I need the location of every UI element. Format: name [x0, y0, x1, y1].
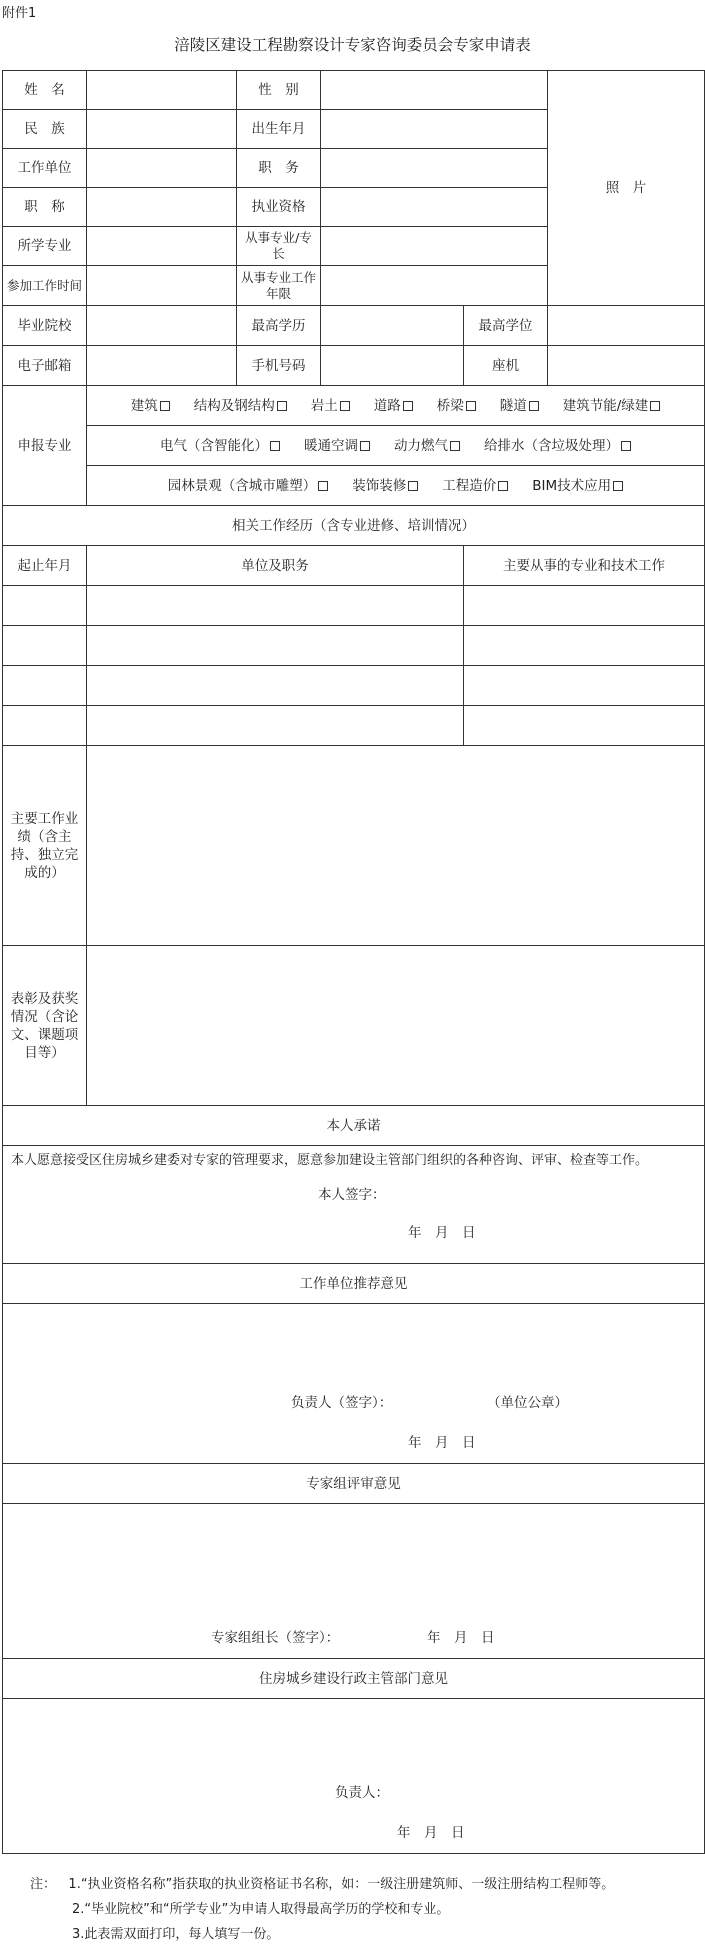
specialty-option[interactable]	[168, 477, 329, 495]
specialty-option[interactable]	[311, 397, 350, 415]
expert-signature-label: 专家组组长（签字）：	[211, 1630, 340, 1646]
experience-heading: 相关工作经历（含专业进修、培训情况）	[3, 506, 705, 546]
checkbox-icon[interactable]	[160, 401, 170, 411]
experience-row	[3, 666, 705, 706]
degree-input[interactable]	[548, 306, 705, 346]
employer-signature-label: 负责人（签字）：	[291, 1395, 393, 1411]
specialty-option[interactable]	[160, 437, 280, 455]
promise-cell	[3, 1146, 705, 1264]
achievements-input[interactable]	[87, 746, 705, 946]
col-period: 起止年月	[3, 546, 87, 586]
unit-input[interactable]	[87, 706, 464, 746]
label-landline: 座机	[464, 346, 548, 386]
expert-opinion-heading: 专家组评审意见	[3, 1464, 705, 1504]
employer-opinion-cell[interactable]	[3, 1304, 705, 1464]
specialty-line-2	[87, 426, 705, 466]
authority-opinion-heading: 住房城乡建设行政主管部门意见	[3, 1659, 705, 1699]
promise-heading: 本人承诺	[3, 1106, 705, 1146]
specialty-line-3	[87, 466, 705, 506]
label-degree: 最高学位	[464, 306, 548, 346]
note-line-1	[30, 1872, 614, 1897]
work-input[interactable]	[464, 586, 705, 626]
expert-opinion-date: 年 月 日	[427, 1630, 495, 1646]
current-major-input[interactable]	[321, 227, 548, 266]
promise-text: 本人愿意接受区住房城乡建委对专家的管理要求，愿意参加建设主管部门组织的各种咨询、评审、检查等工作。	[11, 1153, 649, 1168]
label-specialty: 申报专业	[3, 386, 87, 506]
notes-prefix: 注：	[30, 1877, 57, 1892]
ethnicity-input[interactable]	[87, 110, 237, 149]
notes	[30, 1872, 614, 1947]
label-email: 电子邮箱	[3, 346, 87, 386]
unit-input[interactable]	[87, 626, 464, 666]
specialty-option-label: 电气（含智能化）	[160, 437, 268, 454]
specialty-options	[90, 397, 701, 415]
checkbox-icon[interactable]	[340, 401, 350, 411]
checkbox-icon[interactable]	[621, 441, 631, 451]
label-employer: 工作单位	[3, 149, 87, 188]
label-photo: 照 片	[605, 180, 647, 196]
specialty-option[interactable]	[374, 397, 413, 415]
expert-opinion-cell[interactable]	[3, 1504, 705, 1659]
checkbox-icon[interactable]	[270, 441, 280, 451]
label-name: 姓 名	[3, 71, 87, 110]
experience-row	[3, 586, 705, 626]
employer-opinion-date: 年 月 日	[408, 1435, 476, 1451]
birth-input[interactable]	[321, 110, 548, 149]
specialty-option[interactable]	[563, 397, 661, 415]
col-work: 主要从事的专业和技术工作	[464, 546, 705, 586]
education-input[interactable]	[321, 306, 464, 346]
authority-opinion-sign-area	[3, 1699, 704, 1852]
period-input[interactable]	[3, 586, 87, 626]
col-unit: 单位及职务	[87, 546, 464, 586]
checkbox-icon[interactable]	[466, 401, 476, 411]
major-input[interactable]	[87, 227, 237, 266]
label-current-major: 从事专业/专长	[237, 227, 321, 266]
label-position: 职 务	[237, 149, 321, 188]
specialty-option[interactable]	[532, 477, 623, 495]
specialty-option-label: 给排水（含垃圾处理）	[484, 437, 619, 454]
specialty-option[interactable]	[437, 397, 476, 415]
promise-sign-area	[3, 1176, 704, 1256]
application-form-table	[2, 70, 705, 1854]
qualification-input[interactable]	[321, 188, 548, 227]
specialty-option-label: 暖通空调	[304, 437, 358, 454]
mobile-input[interactable]	[321, 346, 464, 386]
specialty-option-label: 动力燃气	[394, 437, 448, 454]
specialty-option-label: 道路	[373, 397, 401, 414]
employer-opinion-heading: 工作单位推荐意见	[3, 1264, 705, 1304]
specialty-option[interactable]	[194, 397, 287, 415]
specialty-option[interactable]	[131, 397, 170, 415]
label-birth: 出生年月	[237, 110, 321, 149]
checkbox-icon[interactable]	[450, 441, 460, 451]
label-title-rank: 职 称	[3, 188, 87, 227]
label-education: 最高学历	[237, 306, 321, 346]
specialty-option-label: 隧道	[499, 397, 527, 414]
attachment-label: 附件1	[2, 6, 37, 21]
gender-input[interactable]	[321, 71, 548, 110]
label-work-start: 参加工作时间	[3, 266, 87, 306]
note-line-2	[30, 1897, 614, 1922]
authority-opinion-cell[interactable]	[3, 1699, 705, 1854]
label-awards: 表彰及获奖情况（含论文、课题项目等）	[3, 946, 87, 1106]
years-input[interactable]	[321, 266, 548, 306]
employer-seal-label: （单位公章）	[487, 1395, 568, 1411]
specialty-option-label: BIM技术应用	[532, 477, 612, 494]
label-ethnicity: 民 族	[3, 110, 87, 149]
specialty-option[interactable]	[304, 437, 370, 455]
label-school: 毕业院校	[3, 306, 87, 346]
period-input[interactable]	[3, 626, 87, 666]
title-rank-input[interactable]	[87, 188, 237, 227]
period-input[interactable]	[3, 666, 87, 706]
experience-row	[3, 626, 705, 666]
checkbox-icon[interactable]	[650, 401, 660, 411]
form-title: 涪陵区建设工程勘察设计专家咨询委员会专家申请表	[174, 36, 531, 54]
specialty-option[interactable]	[352, 477, 418, 495]
checkbox-icon[interactable]	[277, 401, 287, 411]
specialty-option-label: 结构及钢结构	[193, 397, 275, 414]
period-input[interactable]	[3, 706, 87, 746]
label-mobile: 手机号码	[237, 346, 321, 386]
awards-input[interactable]	[87, 946, 705, 1106]
unit-input[interactable]	[87, 666, 464, 706]
specialty-option-label: 工程造价	[442, 477, 497, 494]
specialty-option-label: 建筑	[130, 397, 158, 414]
employer-opinion-sign-area	[3, 1304, 704, 1462]
checkbox-icon[interactable]	[318, 481, 328, 491]
note-item: 2.“毕业院校”和“所学专业”为申请人取得最高学历的学校和专业。	[72, 1902, 450, 1917]
label-achievements: 主要工作业绩（含主持、独立完成的）	[3, 746, 87, 946]
checkbox-icon[interactable]	[613, 481, 623, 491]
specialty-option-label: 岩土	[310, 397, 338, 414]
checkbox-icon[interactable]	[408, 481, 418, 491]
landline-input[interactable]	[548, 346, 705, 386]
checkbox-icon[interactable]	[498, 481, 508, 491]
specialty-options	[90, 477, 701, 495]
promise-signature-label: 本人签字：	[318, 1187, 386, 1203]
label-years: 从事专业工作年限	[237, 266, 321, 306]
specialty-option-label: 桥梁	[436, 397, 464, 414]
specialty-option[interactable]	[442, 477, 508, 495]
label-gender: 性 别	[237, 71, 321, 110]
position-input[interactable]	[321, 149, 548, 188]
photo-cell[interactable]	[548, 71, 705, 306]
note-item: 1.“执业资格名称”指获取的执业资格证书名称，如：一级注册建筑师、一级注册结构工程师等。	[68, 1877, 615, 1892]
note-item: 3.此表需双面打印，每人填写一份。	[72, 1927, 280, 1942]
specialty-line-1	[87, 386, 705, 426]
label-qualification: 执业资格	[237, 188, 321, 227]
name-input[interactable]	[87, 71, 237, 110]
checkbox-icon[interactable]	[403, 401, 413, 411]
specialty-option[interactable]	[484, 437, 631, 455]
checkbox-icon[interactable]	[529, 401, 539, 411]
specialty-option-label: 装饰装修	[352, 477, 407, 494]
work-start-input[interactable]	[87, 266, 237, 306]
school-input[interactable]	[87, 306, 237, 346]
work-input[interactable]	[464, 626, 705, 666]
specialty-options	[90, 437, 701, 455]
email-input[interactable]	[87, 346, 237, 386]
unit-input[interactable]	[87, 586, 464, 626]
promise-date: 年 月 日	[408, 1225, 476, 1241]
expert-opinion-sign-area	[3, 1504, 704, 1657]
specialty-option[interactable]	[394, 437, 460, 455]
authority-signature-label: 负责人：	[335, 1785, 389, 1801]
experience-row	[3, 706, 705, 746]
specialty-option-label: 建筑节能/绿建	[562, 397, 649, 414]
checkbox-icon[interactable]	[360, 441, 370, 451]
note-line-3	[30, 1922, 614, 1947]
authority-opinion-date: 年 月 日	[397, 1825, 465, 1841]
employer-input[interactable]	[87, 149, 237, 188]
specialty-option-label: 园林景观（含城市雕塑）	[167, 477, 317, 494]
specialty-option[interactable]	[500, 397, 539, 415]
label-major: 所学专业	[3, 227, 87, 266]
work-input[interactable]	[464, 706, 705, 746]
work-input[interactable]	[464, 666, 705, 706]
